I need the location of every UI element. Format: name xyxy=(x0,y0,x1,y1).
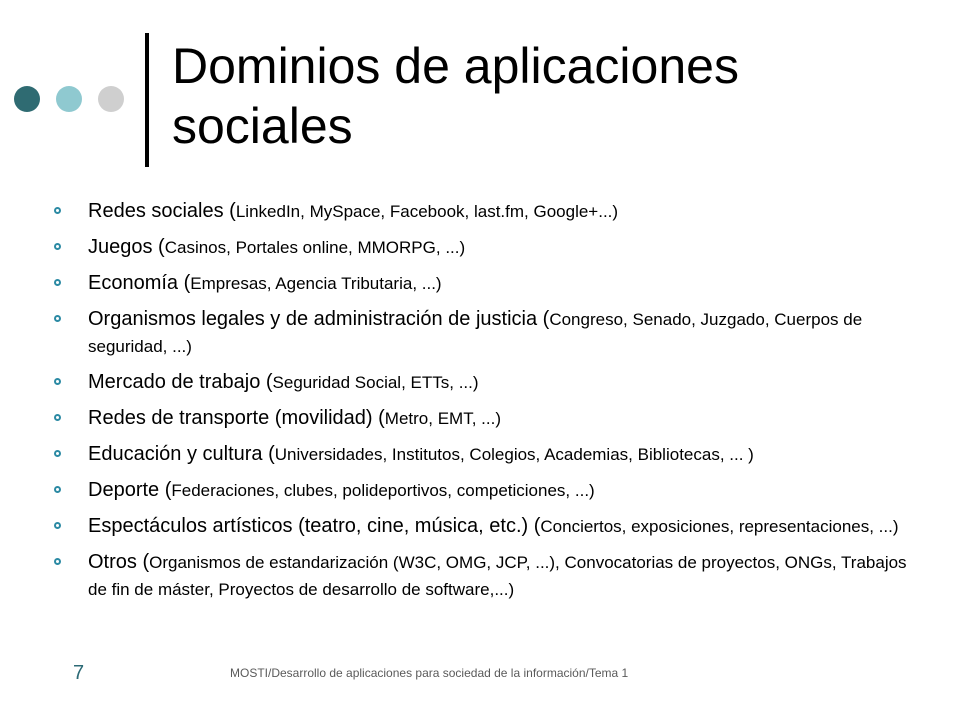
title-divider xyxy=(145,33,149,167)
bullet-list xyxy=(50,198,930,612)
dot-gray xyxy=(98,86,124,112)
bullet-main-text: Espectáculos artísticos (teatro, cine, música, etc.) ( xyxy=(88,515,541,537)
bullet-main-text: Otros ( xyxy=(88,551,150,573)
bullet-main-text: Redes sociales ( xyxy=(88,200,236,222)
slide-footer: MOSTI/Desarrollo de aplicaciones para sociedad de la información/Tema 1 xyxy=(230,666,629,680)
bullet-main-text: Mercado de trabajo ( xyxy=(88,371,273,393)
bullet-item xyxy=(50,306,930,361)
bullet-item xyxy=(50,441,930,469)
bullet-item xyxy=(50,477,930,505)
bullet-marker-icon xyxy=(54,558,61,565)
bullet-detail-text: Metro, EMT, ...) xyxy=(384,409,501,428)
bullet-detail-text: Conciertos, exposiciones, representaciones, ...) xyxy=(540,517,899,536)
bullet-item xyxy=(50,369,930,397)
bullet-marker-icon xyxy=(54,450,61,457)
bullet-item xyxy=(50,234,930,262)
bullet-detail-text: Seguridad Social, ETTs, ...) xyxy=(272,373,479,392)
bullet-detail-text: Casinos, Portales online, MMORPG, ...) xyxy=(164,238,466,257)
bullet-marker-icon xyxy=(54,378,61,385)
page-number: 7 xyxy=(73,662,85,684)
bullet-item xyxy=(50,405,930,433)
bullet-detail-text: Universidades, Institutos, Colegios, Academias, Bibliotecas, ... ) xyxy=(274,445,754,464)
bullet-item xyxy=(50,198,930,226)
bullet-marker-icon xyxy=(54,522,61,529)
bullet-main-text: Organismos legales y de administración de justicia ( xyxy=(88,308,550,330)
bullet-marker-icon xyxy=(54,207,61,214)
bullet-marker-icon xyxy=(54,414,61,421)
bullet-item xyxy=(50,549,930,604)
dot-light-teal xyxy=(56,86,82,112)
slide-title: Dominios de aplicaciones sociales xyxy=(172,38,739,154)
bullet-main-text: Economía ( xyxy=(88,272,191,294)
bullet-marker-icon xyxy=(54,279,61,286)
bullet-detail-text: Empresas, Agencia Tributaria, ...) xyxy=(190,274,442,293)
bullet-marker-icon xyxy=(54,243,61,250)
bullet-item xyxy=(50,270,930,298)
bullet-marker-icon xyxy=(54,486,61,493)
bullet-detail-text: Congreso, Senado, Juzgado, Cuerpos de seguridad, ...) xyxy=(88,310,863,356)
bullet-detail-text: Federaciones, clubes, polideportivos, competiciones, ...) xyxy=(171,481,595,500)
bullet-main-text: Educación y cultura ( xyxy=(88,443,275,465)
bullet-main-text: Deporte ( xyxy=(88,479,172,501)
bullet-main-text: Redes de transporte (movilidad) ( xyxy=(88,407,385,429)
dot-dark-teal xyxy=(14,86,40,112)
bullet-detail-text: Organismos de estandarización (W3C, OMG, JCP, ...), Convocatorias de proyectos, ONGs, Trabajos de fin de máster, Proyectos de desarrollo de software,...) xyxy=(88,553,907,599)
bullet-marker-icon xyxy=(54,315,61,322)
bullet-detail-text: LinkedIn, MySpace, Facebook, last.fm, Google+...) xyxy=(235,202,619,221)
bullet-item xyxy=(50,513,930,541)
bullet-main-text: Juegos ( xyxy=(88,236,165,258)
